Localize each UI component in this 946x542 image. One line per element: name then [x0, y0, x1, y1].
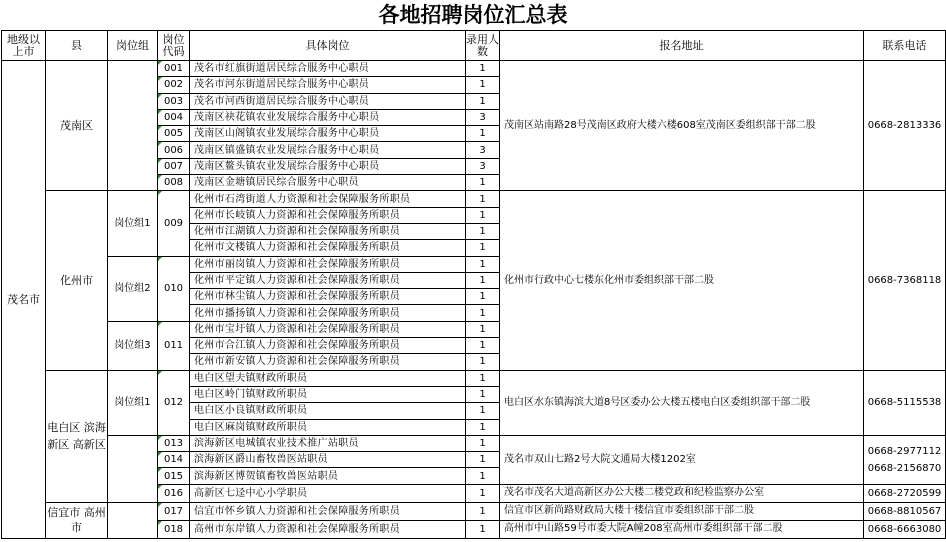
- code-cell: 009: [158, 191, 190, 256]
- position-cell: 茂南区山阁镇农业发展综合服务中心职员: [190, 126, 466, 142]
- count-cell: 1: [466, 240, 500, 256]
- count-cell: 1: [466, 191, 500, 207]
- code-cell: 008: [158, 175, 190, 191]
- position-cell: 茂南区金塘镇居民综合服务中心职员: [190, 175, 466, 191]
- group-cell: 岗位组3: [108, 321, 158, 370]
- position-cell: 滨海新区博贺镇畜牧兽医站职员: [190, 468, 466, 484]
- phone-line: 0668-2156870: [867, 462, 942, 474]
- header-county: 县: [46, 31, 108, 61]
- phone-line: 0668-2977112: [867, 445, 942, 457]
- position-cell: 化州市江湖镇人力资源和社会保障服务所职员: [190, 223, 466, 239]
- group-cell: 岗位组2: [108, 256, 158, 321]
- table-row: [2, 370, 946, 386]
- county-line: 电白区 滨海新区 高新区: [47, 421, 106, 452]
- header-code: 岗位代码: [158, 31, 190, 61]
- address-cell: 信宜市区新尚路财政局大楼十楼信宜市委组织部干部二股: [500, 502, 864, 520]
- code-cell: 013: [158, 435, 190, 451]
- position-cell: 电白区小良镇财政所职员: [190, 403, 466, 419]
- count-cell: 1: [466, 419, 500, 435]
- position-cell: 高新区七迳中心小学职员: [190, 484, 466, 502]
- code-cell: 012: [158, 370, 190, 435]
- header-region: 地级以上市: [2, 31, 46, 61]
- count-cell: 3: [466, 109, 500, 125]
- header-row: [2, 31, 946, 61]
- address-cell: 茂名市双山七路2号大院文通局大楼1202室: [500, 435, 864, 484]
- code-cell: 010: [158, 256, 190, 321]
- position-cell: 化州市播扬镇人力资源和社会保障服务所职员: [190, 305, 466, 321]
- header-group: 岗位组: [108, 31, 158, 61]
- phone-cell: 0668-5115538: [864, 370, 946, 435]
- position-cell: 化州市合江镇人力资源和社会保障服务所职员: [190, 338, 466, 354]
- position-cell: 茂名市河东街道居民综合服务中心职员: [190, 77, 466, 93]
- phone-cell: 0668-6663080: [864, 520, 946, 538]
- code-cell: 017: [158, 502, 190, 520]
- count-cell: 1: [466, 370, 500, 386]
- code-cell: 015: [158, 468, 190, 484]
- position-cell: 茂名市河西街道居民综合服务中心职员: [190, 93, 466, 109]
- page-title: 各地招聘岗位汇总表: [378, 2, 568, 27]
- table-row: [2, 61, 946, 77]
- position-cell: 化州市平定镇人力资源和社会保障服务所职员: [190, 272, 466, 288]
- header-position: 具体岗位: [190, 31, 466, 61]
- count-cell: 1: [466, 468, 500, 484]
- position-cell: 滨海新区爵山畜牧兽医站职员: [190, 452, 466, 468]
- count-cell: 3: [466, 142, 500, 158]
- header-address: 报名地址: [500, 31, 864, 61]
- group-cell: [108, 61, 158, 191]
- count-cell: 3: [466, 158, 500, 174]
- position-cell: 电白区岭门镇财政所职员: [190, 386, 466, 402]
- position-cell: 茂南区镇盛镇农业发展综合服务中心职员: [190, 142, 466, 158]
- count-cell: 1: [466, 175, 500, 191]
- count-cell: 1: [466, 520, 500, 538]
- address-cell: 电白区水东镇海滨大道8号区委办公大楼五楼电白区委组织部干部二股: [500, 370, 864, 435]
- count-cell: 1: [466, 321, 500, 337]
- code-cell: 014: [158, 452, 190, 468]
- position-cell: 化州市新安镇人力资源和社会保障服务所职员: [190, 354, 466, 370]
- code-cell: 006: [158, 142, 190, 158]
- code-cell: 007: [158, 158, 190, 174]
- count-cell: 1: [466, 256, 500, 272]
- count-cell: 1: [466, 289, 500, 305]
- code-cell: 004: [158, 109, 190, 125]
- position-cell: 高州市东岸镇人力资源和社会保障服务所职员: [190, 520, 466, 538]
- phone-cell: 0668-8810567: [864, 502, 946, 520]
- county-cell: 化州市: [46, 191, 108, 370]
- county-cell: [46, 370, 108, 502]
- code-cell: 016: [158, 484, 190, 502]
- count-cell: 1: [466, 502, 500, 520]
- position-cell: 茂南区袂花镇农业发展综合服务中心职员: [190, 109, 466, 125]
- address-cell: 茂南区站南路28号茂南区政府大楼六楼608室茂南区委组织部干部二股: [500, 61, 864, 191]
- position-cell: 茂南区鳌头镇农业发展综合服务中心职员: [190, 158, 466, 174]
- count-cell: 1: [466, 484, 500, 502]
- phone-cell: 0668-2813336: [864, 61, 946, 191]
- position-cell: 化州市石湾街道人力资源和社会保障服务所职员: [190, 191, 466, 207]
- count-cell: 1: [466, 77, 500, 93]
- header-phone: 联系电话: [864, 31, 946, 61]
- phone-cell: 0668-7368118: [864, 191, 946, 370]
- count-cell: 1: [466, 61, 500, 77]
- code-cell: 001: [158, 61, 190, 77]
- count-cell: 1: [466, 452, 500, 468]
- position-cell: 化州市长岐镇人力资源和社会保障服务所职员: [190, 207, 466, 223]
- position-cell: 化州市林尘镇人力资源和社会保障服务所职员: [190, 289, 466, 305]
- count-cell: 1: [466, 126, 500, 142]
- group-cell: 岗位组1: [108, 370, 158, 435]
- position-cell: 茂名市红旗街道居民综合服务中心职员: [190, 61, 466, 77]
- position-cell: 化州市宝圩镇人力资源和社会保障服务所职员: [190, 321, 466, 337]
- position-cell: 电白区麻岗镇财政所职员: [190, 419, 466, 435]
- header-count: 录用人数: [466, 31, 500, 61]
- table-row: [2, 435, 946, 451]
- group-cell: 岗位组1: [108, 191, 158, 256]
- phone-cell: [864, 435, 946, 484]
- county-cell: 信宜市 高州市: [46, 502, 108, 538]
- position-cell: 化州市丽岗镇人力资源和社会保障服务所职员: [190, 256, 466, 272]
- count-cell: 1: [466, 386, 500, 402]
- position-cell: 滨海新区电城镇农业技术推广站职员: [190, 435, 466, 451]
- position-cell: 化州市文楼镇人力资源和社会保障服务所职员: [190, 240, 466, 256]
- group-cell: [108, 435, 158, 502]
- group-cell: [108, 502, 158, 538]
- address-cell: 化州市行政中心七楼东化州市委组织部干部二股: [500, 191, 864, 370]
- code-cell: 003: [158, 93, 190, 109]
- phone-cell: 0668-2720599: [864, 484, 946, 502]
- count-cell: 1: [466, 272, 500, 288]
- count-cell: 1: [466, 354, 500, 370]
- count-cell: 1: [466, 338, 500, 354]
- position-cell: 电白区望夫镇财政所职员: [190, 370, 466, 386]
- county-cell: 茂南区: [46, 61, 108, 191]
- count-cell: 1: [466, 223, 500, 239]
- address-cell: 茂名市茂名大道高新区办公大楼二楼党政和纪检监察办公室: [500, 484, 864, 502]
- count-cell: 1: [466, 93, 500, 109]
- code-cell: 002: [158, 77, 190, 93]
- table-row: [2, 502, 946, 520]
- count-cell: 1: [466, 435, 500, 451]
- address-cell: 高州市中山路59号市委大院A幢208室高州市委组织部干部二股: [500, 520, 864, 538]
- code-cell: 011: [158, 321, 190, 370]
- code-cell: 005: [158, 126, 190, 142]
- count-cell: 1: [466, 207, 500, 223]
- position-cell: 信宜市怀乡镇人力资源和社会保障服务所职员: [190, 502, 466, 520]
- recruitment-table: [1, 30, 946, 539]
- count-cell: 1: [466, 403, 500, 419]
- code-cell: 018: [158, 520, 190, 538]
- region-cell: 茂名市: [2, 61, 46, 539]
- count-cell: 1: [466, 305, 500, 321]
- table-row: [2, 191, 946, 207]
